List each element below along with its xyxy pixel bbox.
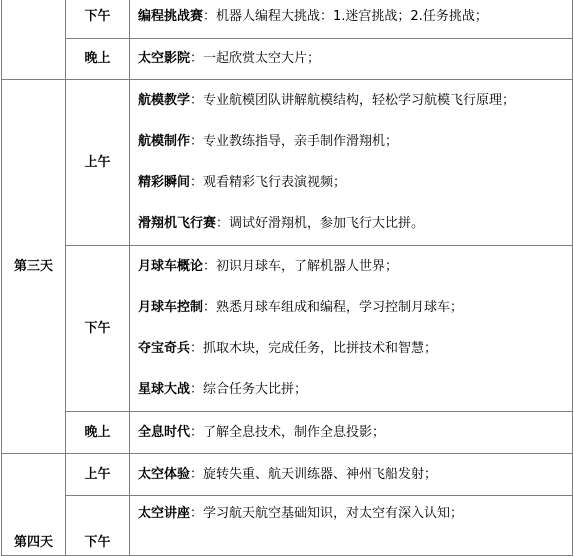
activity-title: 太空讲座 xyxy=(138,506,191,521)
activity-title: 月球车概论 xyxy=(138,259,204,274)
day3-label: 第三天 xyxy=(2,80,66,454)
activity-item xyxy=(138,49,568,69)
activity-title: 星球大战 xyxy=(138,382,191,397)
activity-cell xyxy=(130,454,573,496)
activity-cell xyxy=(130,496,573,556)
activity-item xyxy=(138,298,568,318)
activity-desc: ：机器人编程大挑战：1.迷宫挑战；2.任务挑战； xyxy=(203,8,488,24)
activity-item xyxy=(138,380,568,400)
period-label: 下午 xyxy=(66,0,130,39)
period-label: 下午 xyxy=(66,496,130,556)
day2-afternoon-row xyxy=(2,0,573,39)
activity-desc: ：抓取木块，完成任务，比拼技术和智慧； xyxy=(190,341,438,356)
activity-title: 夺宝奇兵 xyxy=(138,341,191,356)
activity-item xyxy=(138,465,568,485)
activity-title: 太空影院 xyxy=(138,51,191,66)
period-label: 晚上 xyxy=(66,39,130,80)
activity-title: 滑翔机飞行赛 xyxy=(138,216,217,231)
day3-morning-row xyxy=(2,80,573,246)
day3-afternoon-row xyxy=(2,246,573,412)
activity-cell xyxy=(130,80,573,246)
activity-desc: ：专业教练指导，亲手制作滑翔机； xyxy=(190,134,399,149)
day2-evening-row xyxy=(2,39,573,80)
activity-desc: ：一起欣赏太空大片； xyxy=(190,51,321,66)
activity-title: 精彩瞬间 xyxy=(138,175,191,190)
activity-cell xyxy=(130,39,573,80)
day4-morning-row xyxy=(2,454,573,496)
activity-title: 航模制作 xyxy=(138,134,191,149)
day4-afternoon-row xyxy=(2,496,573,556)
activity-desc: ：熟悉月球车组成和编程，学习控制月球车； xyxy=(203,300,464,315)
activity-item xyxy=(138,504,568,524)
schedule-table xyxy=(1,0,573,556)
activity-title: 航模教学 xyxy=(138,93,191,108)
period-label: 下午 xyxy=(66,246,130,412)
activity-cell xyxy=(130,412,573,454)
activity-item xyxy=(138,257,568,277)
activity-title: 太空体验 xyxy=(138,466,191,482)
activity-desc: ：专业航模团队讲解航模结构，轻松学习航模飞行原理； xyxy=(190,93,516,108)
activity-item xyxy=(138,339,568,359)
activity-title: 全息时代 xyxy=(138,424,191,440)
day2-cell xyxy=(2,0,66,80)
activity-desc: ：学习航天航空基础知识，对太空有深入认知； xyxy=(190,506,464,521)
activity-cell xyxy=(130,0,573,39)
activity-item xyxy=(138,214,568,234)
day4-label: 第四天 xyxy=(2,454,66,556)
activity-desc: ：观看精彩飞行表演视频； xyxy=(190,175,347,190)
activity-item xyxy=(138,173,568,193)
activity-title: 编程挑战赛 xyxy=(138,8,204,24)
day3-evening-row xyxy=(2,412,573,454)
activity-item xyxy=(138,423,568,443)
activity-desc: ：旋转失重、航天训练器、神州飞船发射； xyxy=(190,466,438,482)
activity-desc: ：综合任务大比拼； xyxy=(190,382,308,397)
activity-title: 月球车控制 xyxy=(138,300,204,315)
activity-desc: ：调试好滑翔机，参加飞行大比拼。 xyxy=(216,216,425,231)
activity-item xyxy=(138,7,568,27)
activity-cell xyxy=(130,246,573,412)
period-label: 晚上 xyxy=(66,412,130,454)
activity-item xyxy=(138,91,568,111)
activity-desc: ：了解全息技术，制作全息投影； xyxy=(190,424,386,440)
activity-desc: ：初识月球车，了解机器人世界； xyxy=(203,259,399,274)
period-label: 上午 xyxy=(66,454,130,496)
activity-item xyxy=(138,132,568,152)
period-label: 上午 xyxy=(66,80,130,246)
